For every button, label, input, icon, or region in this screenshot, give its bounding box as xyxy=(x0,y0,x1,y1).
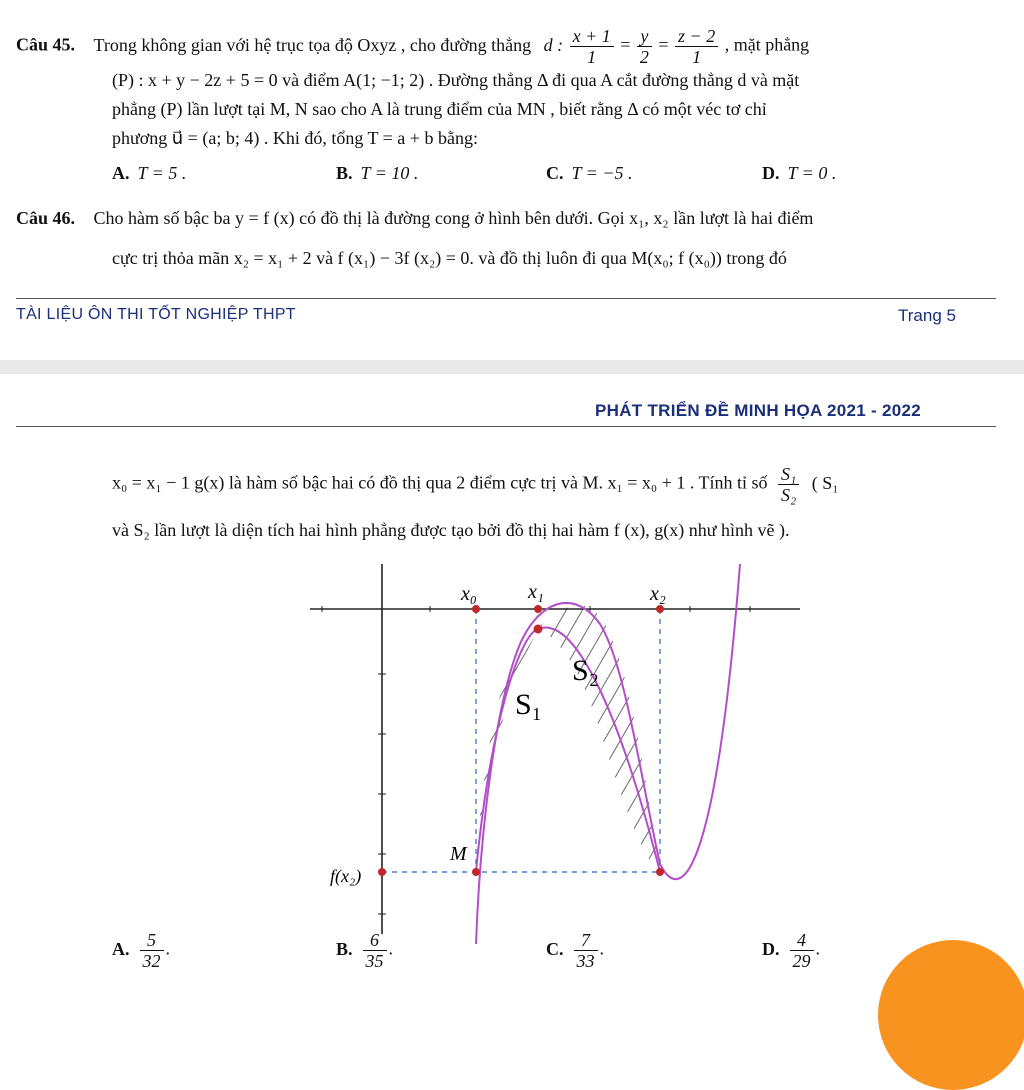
label-m: M xyxy=(450,843,467,865)
q45-line1b: , mặt phẳng xyxy=(724,34,810,55)
page-gap xyxy=(0,360,1024,374)
page-header: PHÁT TRIỂN ĐỀ MINH HỌA 2021 - 2022 xyxy=(595,401,922,420)
q45-line1a: Trong không gian với hệ trục tọa độ Oxyz , cho đường thẳng xyxy=(93,34,532,55)
q45-line4: phương u⃗ = (a; b; 4) . Khi đó, tổng T = a + b bằng: xyxy=(112,128,478,148)
q46-line4: và S₂ lần lượt là diện tích hai hình phẳng được tạo bởi đồ thị hai hàm f (x), g(x) như hình vẽ ). xyxy=(112,520,790,540)
region-s1 xyxy=(476,629,538,872)
q46-option-d-frac: $\frac{4}{29}$ xyxy=(790,930,814,971)
q46-ratio: $\frac{\text{S₁}}{\text{S₂}}$ xyxy=(778,464,799,505)
page-number: Trang 5 xyxy=(898,306,956,325)
q45-option-d[interactable]: D. T = 0 . xyxy=(762,163,837,183)
eq-sign: = xyxy=(658,34,669,55)
label-s1: S₁ xyxy=(515,688,543,721)
q45-option-b[interactable]: B. T = 10 . xyxy=(336,163,419,183)
q45-option-a[interactable]: A. T = 5 . xyxy=(112,163,187,183)
header-rule xyxy=(16,426,996,427)
label-fx2: f(x₂) xyxy=(330,866,362,886)
q45-frac3: $\frac{z - 2}{1}$ xyxy=(675,26,718,67)
q46-option-c-frac: $\frac{7}{33}$ xyxy=(574,930,598,971)
label-s2: S₂ xyxy=(572,654,600,687)
eq-sign: = xyxy=(620,34,631,55)
q46-line1 xyxy=(16,208,813,229)
q46-line2: cực trị thỏa mãn x₂ = x₁ + 2 và f (x₁) − 3f (x₂) = 0. và đồ thị luôn đi qua M(x₀; f (x₀)) trong đó xyxy=(112,248,787,268)
q46-option-c[interactable]: C. $\frac{7}{33}$ . xyxy=(546,930,604,971)
page-lower xyxy=(0,374,1024,1005)
q46-option-b[interactable]: B. $\frac{6}{35}$ . xyxy=(336,930,394,971)
footer-rule xyxy=(16,298,996,299)
axis-ticks xyxy=(322,606,750,914)
decorative-orange-circle xyxy=(878,940,1024,1090)
q46-option-a[interactable]: A. $\frac{5}{32}$ . xyxy=(112,930,170,971)
page-upper xyxy=(0,0,1024,360)
footer-title: TÀI LIỆU ÔN THI TỐT NGHIỆP THPT xyxy=(16,306,296,323)
q46-figure xyxy=(0,554,1024,954)
label-x0: x₀ xyxy=(461,583,477,605)
q45-line2: (P) : x + y − 2z + 5 = 0 và điểm A(1; −1; 2) . Đường thẳng Δ đi qua A cắt đường thẳng d và mặt xyxy=(112,70,800,90)
q46-option-d[interactable]: D. $\frac{4}{29}$ . xyxy=(762,930,820,971)
label-x2: x₂ xyxy=(650,583,666,605)
q46-line3 xyxy=(112,464,839,505)
region-s2 xyxy=(538,606,660,874)
q46-line1-text: Cho hàm số bậc ba y = f (x) có đồ thị là đường cong ở hình bên dưới. Gọi x₁, x₂ lần lượt là hai điểm xyxy=(93,208,814,228)
q45-label: Câu 45. xyxy=(16,34,76,55)
q45-line3: phẳng (P) lần lượt tại M, N sao cho A là trung điểm của MN , biết rằng Δ có một véc tơ chỉ xyxy=(112,99,767,119)
q46-option-b-frac: $\frac{6}{35}$ xyxy=(363,930,387,971)
q45-line1 xyxy=(16,26,809,67)
q46-line3a: x₀ = x₁ − 1 g(x) là hàm số bậc hai có đồ thị qua 2 điểm cực trị và M. x₁ = x₀ + 1 . Tính tỉ số xyxy=(112,472,768,493)
q45-frac2: $\frac{y}{2}$ xyxy=(637,26,652,67)
q46-line3b: ( S₁ xyxy=(811,472,839,493)
q46-label: Câu 46. xyxy=(16,208,76,228)
q45-frac1: $\frac{x + 1}{1}$ xyxy=(570,26,614,67)
q46-option-a-frac: $\frac{5}{32}$ xyxy=(140,930,164,971)
label-x1: x₁ xyxy=(528,581,544,603)
q45-option-c[interactable]: C. T = −5 . xyxy=(546,163,633,183)
q45-d: d : xyxy=(543,34,564,55)
